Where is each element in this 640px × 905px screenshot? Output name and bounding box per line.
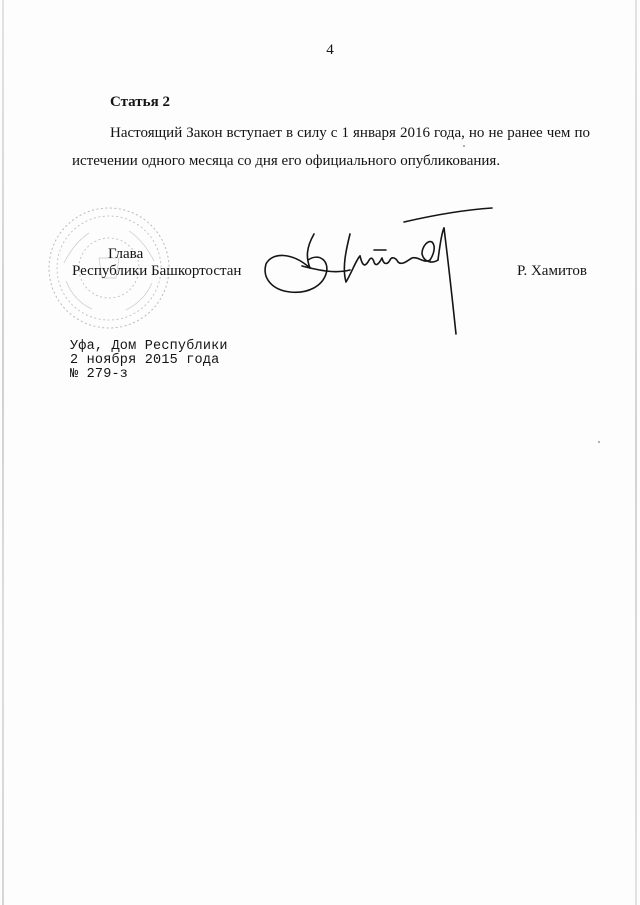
scan-speck (598, 441, 600, 443)
footer-date: 2 ноября 2015 года (70, 353, 220, 368)
signatory-title-line1: Глава (108, 246, 144, 262)
footer-place: Уфа, Дом Республики (70, 339, 228, 354)
footer-number: № 279-з (70, 367, 129, 382)
page-number: 4 (326, 42, 334, 58)
scan-edge-left (2, 0, 4, 905)
document-footer (70, 340, 228, 382)
scan-edge-right (635, 0, 637, 905)
scan-speck (463, 145, 465, 147)
signatory-title (72, 246, 242, 280)
handwritten-signature (262, 200, 502, 340)
signer-name: Р. Хамитов (517, 263, 587, 279)
article-paragraph: Настоящий Закон вступает в силу с 1 января 2016 года, но не ранее чем по истечении одного месяца со дня его официального опубликования. (72, 125, 590, 169)
article-heading: Статья 2 (110, 94, 170, 110)
signatory-title-line2: Республики Башкортостан (72, 263, 242, 279)
